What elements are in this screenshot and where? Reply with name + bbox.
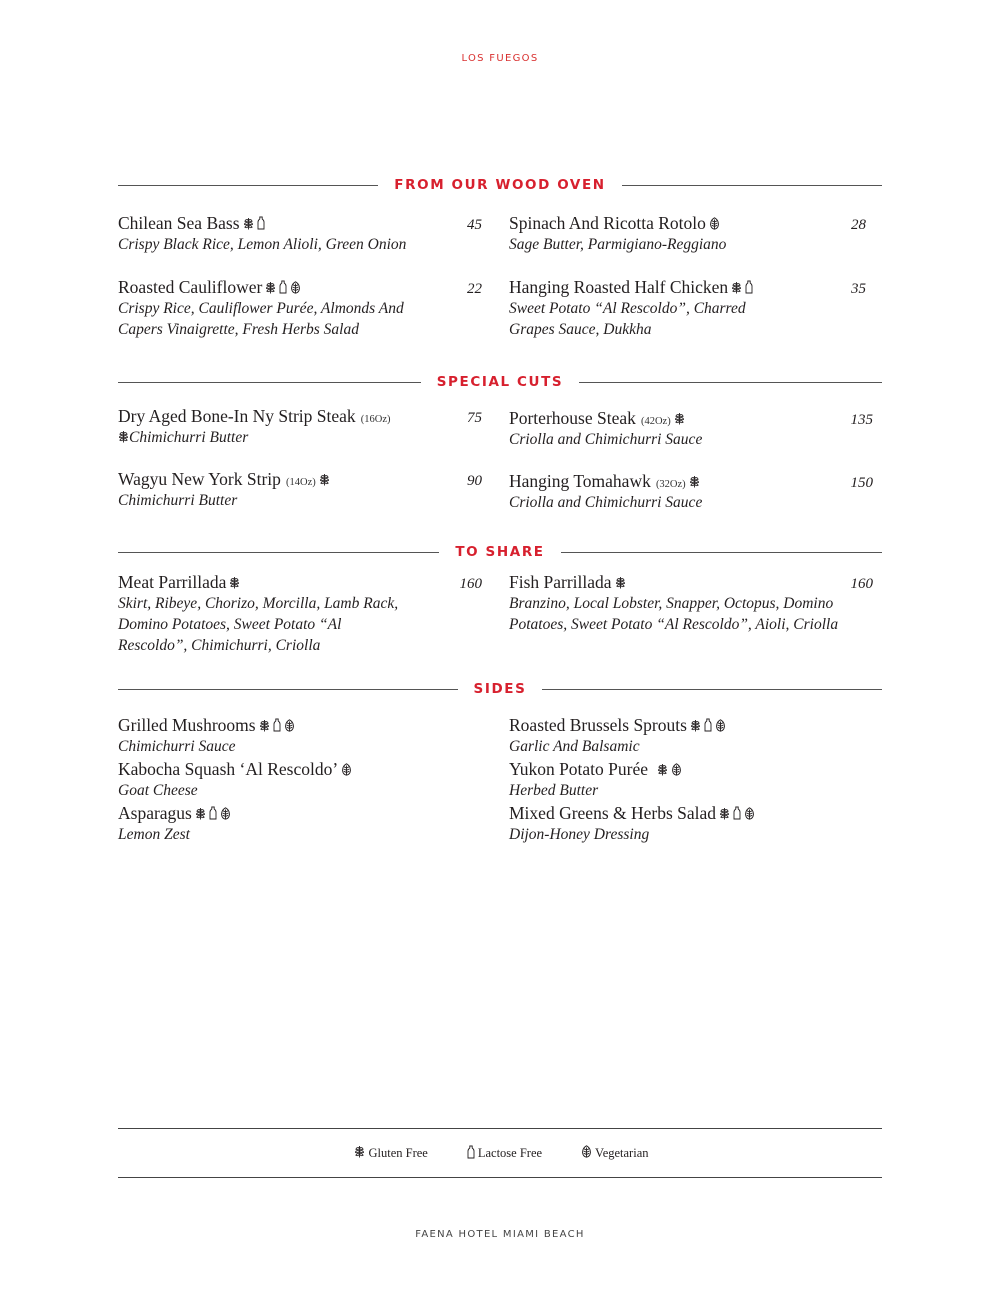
- item-description: Criolla and Chimichurri Sauce: [509, 431, 703, 448]
- item-price: 75: [467, 410, 482, 426]
- section-title: TO SHARE: [455, 544, 545, 560]
- legend-icon-wrap: [351, 1145, 365, 1161]
- vegetarian-icon: [290, 281, 301, 294]
- dietary-icons: [612, 573, 626, 592]
- section-header-to-share: [118, 542, 882, 562]
- lactose-free-icon: [467, 1145, 475, 1159]
- menu-item: [509, 802, 873, 845]
- item-description: Crispy Rice, Cauliflower Purée, Almonds And Capers Vinaigrette, Fresh Herbs Salad: [118, 300, 404, 338]
- divider: [561, 552, 882, 553]
- gluten-free-icon: [118, 430, 129, 443]
- dietary-icons: [316, 470, 330, 489]
- gluten-free-icon: [690, 719, 701, 732]
- menu-item: [118, 714, 482, 757]
- item-price: 28: [851, 217, 866, 233]
- section-header-special-cuts: [118, 372, 882, 392]
- item-price: 90: [467, 473, 482, 489]
- item-price: 160: [459, 576, 482, 592]
- item-name: Spinach And Ricotta Rotolo: [509, 213, 706, 233]
- divider: [542, 689, 882, 690]
- item-name: Mixed Greens & Herbs Salad: [509, 803, 717, 823]
- lactose-free-icon: [257, 216, 265, 230]
- lactose-free-icon: [279, 280, 287, 294]
- gluten-free-icon: [319, 473, 330, 486]
- item-name: Kabocha Squash ‘Al Rescoldo’: [118, 759, 339, 779]
- gluten-free-icon: [229, 576, 240, 589]
- menu-item: [118, 758, 482, 801]
- item-name: Hanging Tomahawk: [509, 471, 651, 491]
- gluten-free-icon: [689, 475, 700, 488]
- gluten-free-icon: [354, 1145, 365, 1158]
- vegetarian-icon: [709, 217, 720, 230]
- legend-lactose-free: Lactose Free: [464, 1145, 542, 1162]
- menu-item: [118, 276, 482, 340]
- gluten-free-icon: [615, 576, 626, 589]
- item-name: Wagyu New York Strip: [118, 469, 281, 489]
- lactose-free-icon: [745, 280, 753, 294]
- item-description: Chimichurri Sauce: [118, 738, 236, 755]
- dietary-icons: [338, 760, 352, 779]
- lactose-free-icon: [209, 806, 217, 820]
- lactose-free-icon: [273, 718, 281, 732]
- item-description: Sweet Potato “Al Rescoldo”, Charred Grapes Sauce, Dukkha: [509, 300, 746, 338]
- dietary-icons: [687, 716, 726, 735]
- item-price: 45: [467, 217, 482, 233]
- section-header-wood-oven: [118, 175, 882, 195]
- divider: [118, 185, 378, 186]
- restaurant-title: LOS FUEGOS: [461, 53, 539, 64]
- section-header-sides: [118, 679, 882, 699]
- item-name: Yukon Potato Purée: [509, 759, 649, 779]
- item-description: Chimichurri Butter: [118, 427, 482, 448]
- divider: [118, 382, 421, 383]
- gluten-free-icon: [731, 281, 742, 294]
- lactose-free-icon: [704, 718, 712, 732]
- item-name: Fish Parrillada: [509, 572, 612, 592]
- item-description: Sage Butter, Parmigiano-Reggiano: [509, 236, 727, 253]
- item-description: Herbed Butter: [509, 782, 599, 799]
- vegetarian-icon: [671, 763, 682, 776]
- lactose-free-icon: [733, 806, 741, 820]
- gluten-free-icon: [657, 763, 668, 776]
- item-description: Dijon-Honey Dressing: [509, 826, 650, 843]
- menu-item: [509, 407, 873, 450]
- legend-icon-wrap: [464, 1145, 475, 1162]
- dietary-icons: [226, 573, 240, 592]
- item-description: Criolla and Chimichurri Sauce: [509, 494, 703, 511]
- item-price: 135: [850, 412, 873, 428]
- item-size: (14Oz): [286, 477, 316, 488]
- item-name: Asparagus: [118, 803, 192, 823]
- vegetarian-icon: [284, 719, 295, 732]
- menu-item: [118, 802, 482, 845]
- menu-item: [509, 714, 873, 757]
- item-size: (32Oz): [655, 479, 686, 490]
- dietary-icons: [654, 760, 682, 779]
- legend-gluten-free: Gluten Free: [351, 1145, 427, 1161]
- item-name: Grilled Mushrooms: [118, 715, 256, 735]
- vegetarian-icon: [220, 807, 231, 820]
- dietary-icons: [671, 409, 685, 428]
- dietary-icons: [262, 278, 301, 297]
- section-title: FROM OUR WOOD OVEN: [394, 177, 606, 193]
- legend-vegetarian: Vegetarian: [578, 1145, 648, 1161]
- item-price: 150: [850, 475, 873, 491]
- gluten-free-icon: [674, 412, 685, 425]
- item-price: 35: [851, 281, 866, 297]
- item-price: 160: [850, 576, 873, 592]
- item-name: Roasted Brussels Sprouts: [509, 715, 687, 735]
- gluten-free-icon: [719, 807, 730, 820]
- divider: [118, 689, 458, 690]
- vegetarian-icon: [581, 1145, 592, 1158]
- item-description: Garlic And Balsamic: [509, 738, 640, 755]
- vegetarian-icon: [715, 719, 726, 732]
- gluten-free-icon: [195, 807, 206, 820]
- divider: [118, 552, 439, 553]
- gluten-free-icon: [259, 719, 270, 732]
- item-name: Porterhouse Steak: [509, 408, 636, 428]
- menu-item: [509, 212, 866, 255]
- vegetarian-icon: [341, 763, 352, 776]
- menu-item: [509, 571, 873, 635]
- dietary-legend: [118, 1128, 882, 1178]
- item-name: Roasted Cauliflower: [118, 277, 263, 297]
- section-title: SIDES: [473, 681, 527, 697]
- menu-item: [509, 758, 873, 801]
- dietary-icons: [716, 804, 755, 823]
- item-description: Branzino, Local Lobster, Snapper, Octopus, Domino Potatoes, Sweet Potato “Al Rescoldo”, Aioli, Criolla: [509, 595, 839, 633]
- item-name: Meat Parrillada: [118, 572, 227, 592]
- item-name: Chilean Sea Bass: [118, 213, 240, 233]
- vegetarian-icon: [744, 807, 755, 820]
- item-description: Crispy Black Rice, Lemon Alioli, Green Onion: [118, 236, 407, 253]
- item-description: Goat Cheese: [118, 782, 198, 799]
- section-title: SPECIAL CUTS: [436, 374, 564, 390]
- menu-item: [509, 470, 873, 513]
- dietary-icons: [728, 278, 753, 297]
- dietary-icons: [240, 214, 265, 233]
- menu-item: [509, 276, 866, 340]
- dietary-icons: [192, 804, 231, 823]
- legend-icon-wrap: [578, 1145, 592, 1161]
- divider: [622, 185, 882, 186]
- item-description: Chimichurri Butter: [118, 492, 238, 509]
- item-price: 22: [467, 281, 482, 297]
- dietary-icons: [686, 472, 700, 491]
- item-name: Dry Aged Bone-In Ny Strip Steak: [118, 406, 356, 426]
- dietary-icons: [115, 429, 129, 446]
- divider: [579, 382, 882, 383]
- gluten-free-icon: [243, 217, 254, 230]
- gluten-free-icon: [265, 281, 276, 294]
- menu-item: [118, 212, 482, 255]
- item-description: Lemon Zest: [118, 826, 190, 843]
- item-size: (16Oz): [360, 414, 391, 425]
- dietary-icons: [256, 716, 295, 735]
- item-size: (42Oz): [640, 416, 671, 427]
- hotel-name: FAENA HOTEL MIAMI BEACH: [415, 1229, 585, 1240]
- item-name: Hanging Roasted Half Chicken: [509, 277, 729, 297]
- item-description: Skirt, Ribeye, Chorizo, Morcilla, Lamb Rack, Domino Potatoes, Sweet Potato “Al Rescoldo”, Chimichurri, Criolla: [118, 595, 399, 654]
- menu-item: [118, 468, 482, 511]
- dietary-icons: [706, 214, 720, 233]
- menu-item: [118, 405, 482, 448]
- menu-item: [118, 571, 482, 656]
